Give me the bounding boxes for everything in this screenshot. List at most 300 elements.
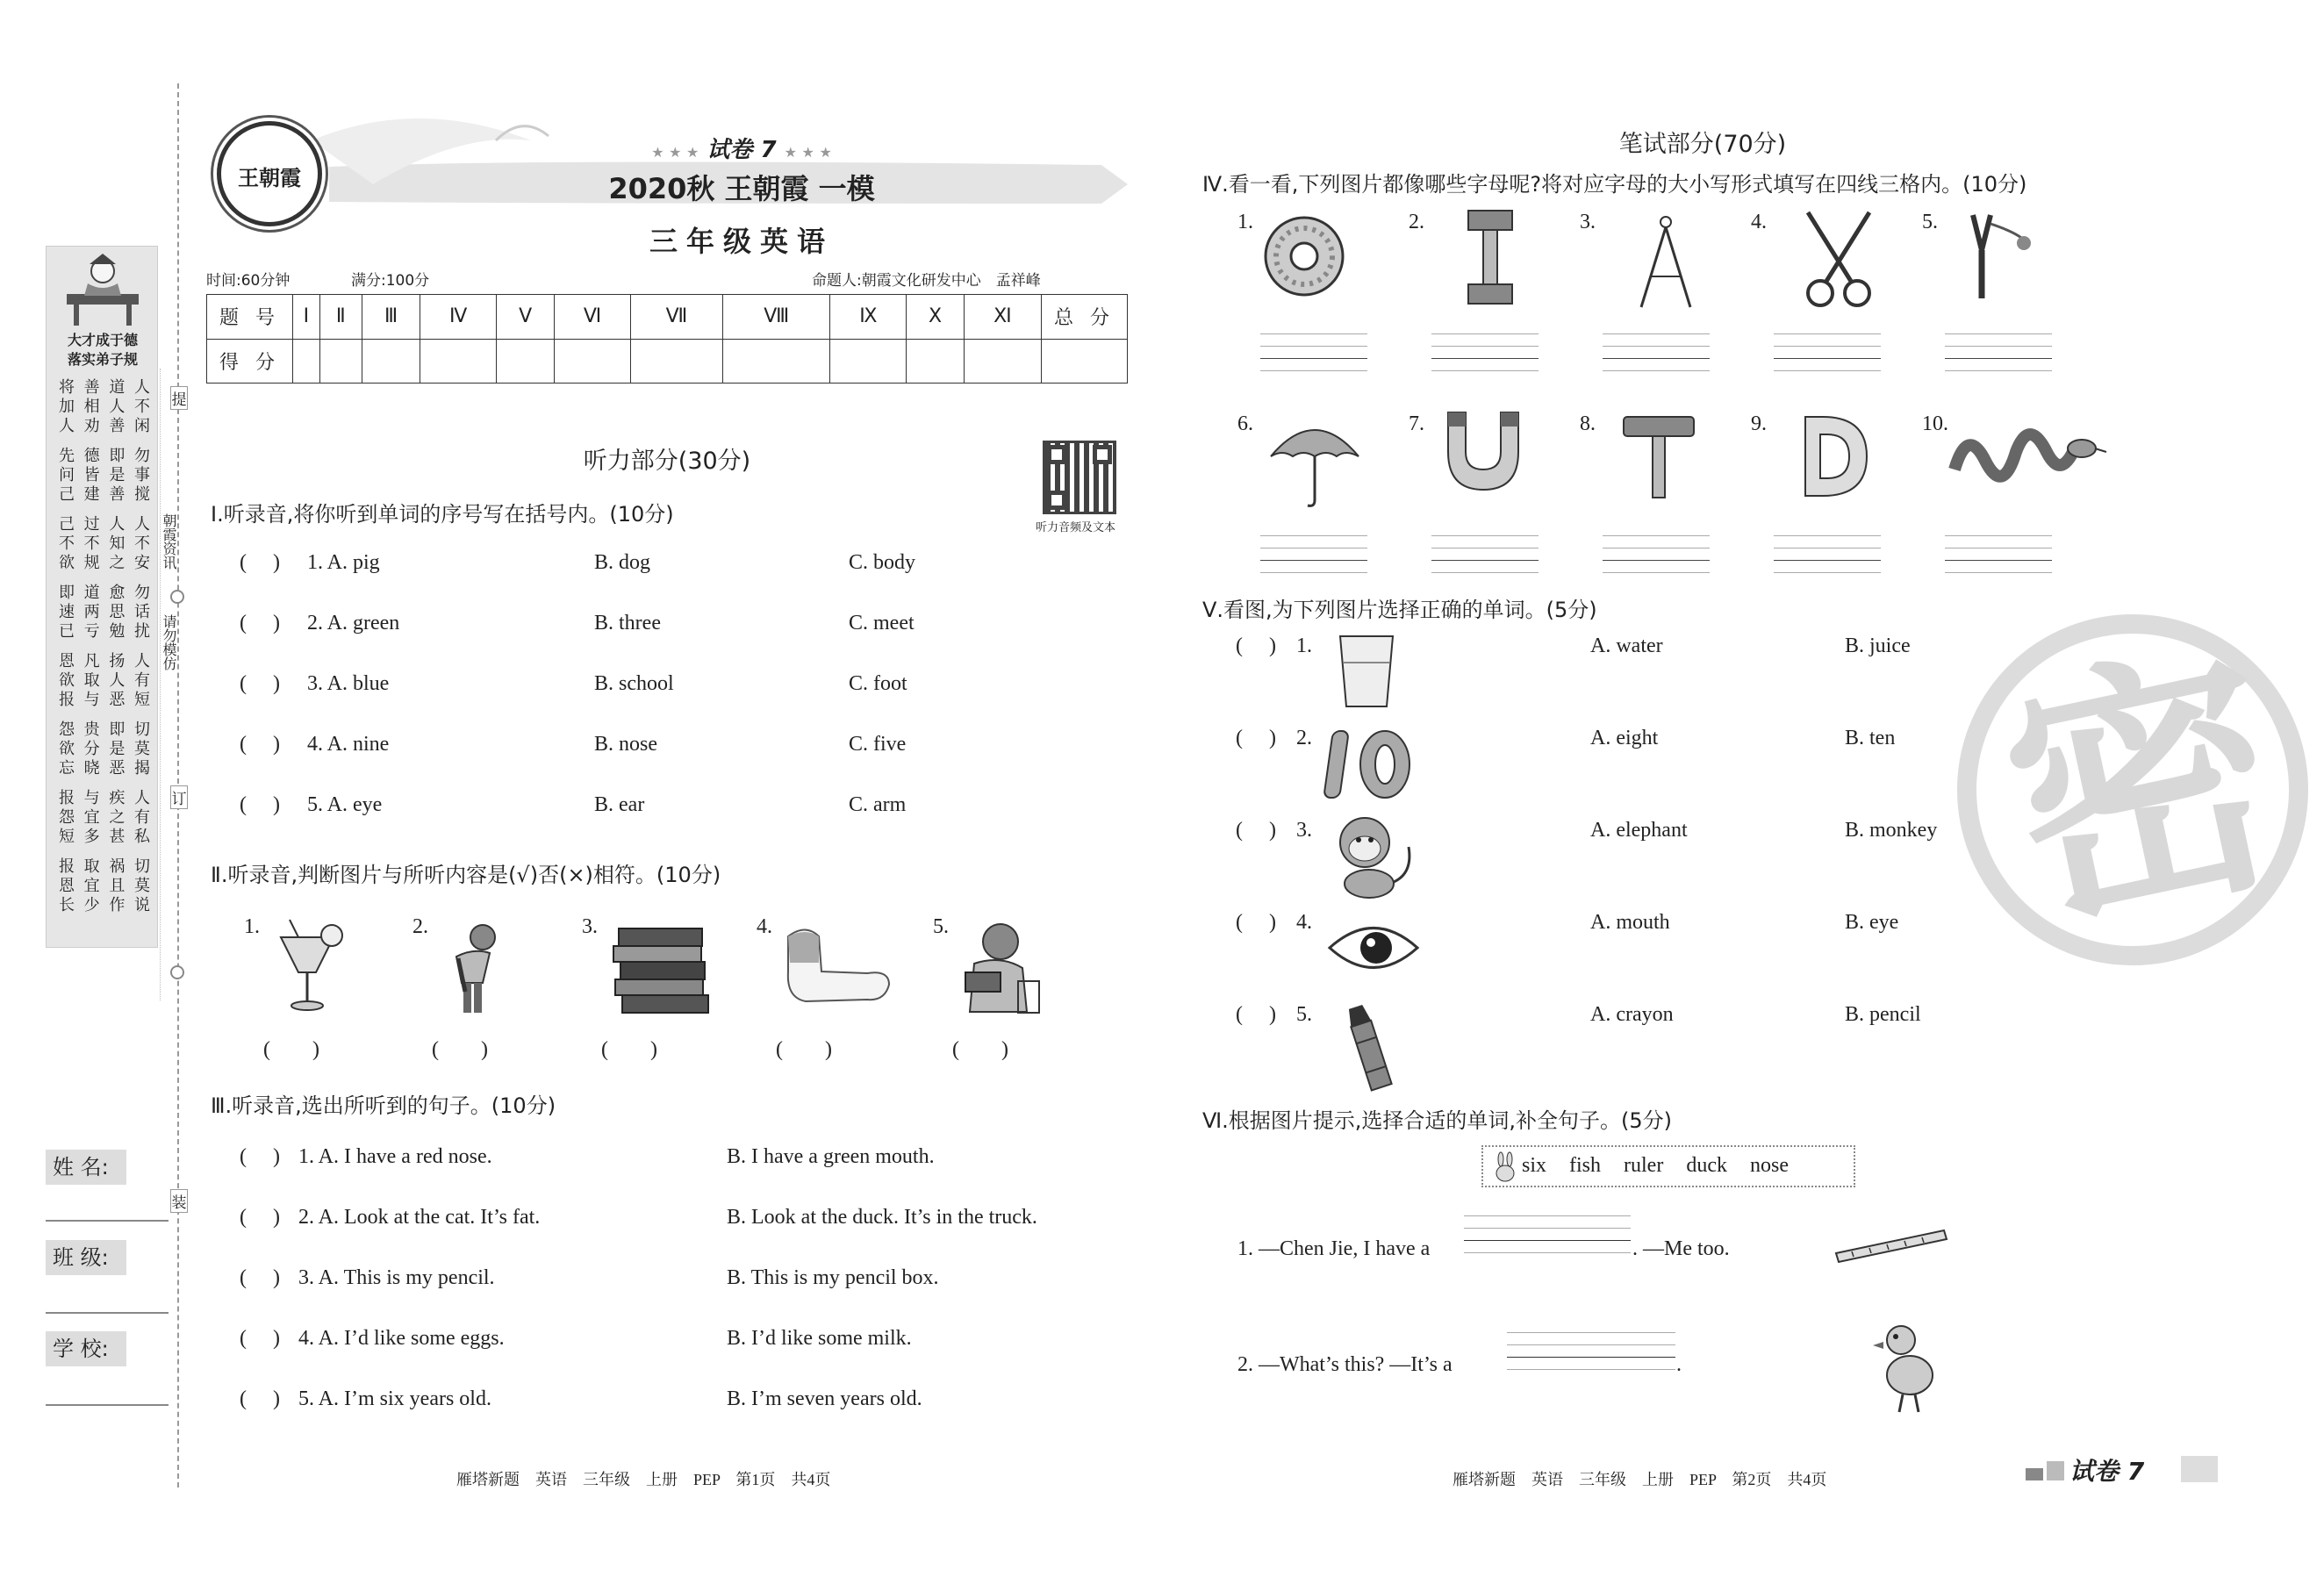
- binding-margin: [0, 0, 187, 1570]
- verse-row: [59, 466, 150, 485]
- verse-row: [59, 789, 150, 808]
- verse-char: 甚: [109, 828, 126, 846]
- eye-icon: [1325, 917, 1422, 979]
- verse-char: 人: [109, 671, 126, 690]
- fold-mark-top: 提: [170, 386, 188, 410]
- cut-line-2: [160, 369, 161, 1000]
- word-bank-word: nose: [1749, 1154, 1789, 1177]
- option-text: C. meet: [849, 612, 915, 634]
- answer-bracket[interactable]: ( ): [240, 612, 280, 634]
- picture-number: 4.: [757, 915, 772, 938]
- verse-char: 话: [133, 603, 150, 621]
- answer-bracket[interactable]: ( ): [240, 672, 280, 695]
- picture-number: 1.: [244, 915, 260, 938]
- verse-row: [59, 447, 150, 466]
- verse-char: 加: [59, 398, 75, 416]
- four-line-grid[interactable]: [1945, 333, 2052, 383]
- paper-number: [628, 132, 856, 164]
- score-input-cell[interactable]: [362, 339, 420, 384]
- name-label: 姓 名:: [46, 1150, 126, 1185]
- scissors-icon: [1799, 212, 1878, 309]
- picture-number: 1.: [1237, 211, 1253, 233]
- slingshot-icon: [1955, 215, 2034, 303]
- verse-char: 人: [133, 515, 150, 534]
- four-line-grid[interactable]: [1260, 535, 1367, 584]
- picture-number: 2.: [412, 915, 428, 938]
- verse-char: 贵: [83, 720, 100, 739]
- time-info: 时间:60分钟: [206, 272, 290, 290]
- picture-number: 4.: [1751, 211, 1767, 233]
- score-input-cell[interactable]: [293, 339, 320, 384]
- verse-char: 恩: [59, 652, 75, 670]
- verse-char: 宜: [83, 877, 100, 895]
- verse-row: [59, 877, 150, 896]
- section-6-title: Ⅵ.根据图片提示,选择合适的单词,补全句子。(5分): [1202, 1108, 1673, 1133]
- verse-char: 说: [133, 896, 150, 914]
- verse-char: 短: [59, 828, 75, 846]
- verse-row: [59, 515, 150, 534]
- score-header-cell: Ⅶ: [631, 295, 723, 340]
- option-text: B. school: [594, 672, 674, 695]
- verse-char: 莫: [133, 877, 150, 895]
- option-text: B. ten: [1845, 727, 1896, 749]
- verse-char: 人: [133, 789, 150, 807]
- option-text: B. Look at the duck. It’s in the truck.: [727, 1206, 1037, 1229]
- full-score-info: 满分:100分: [351, 272, 430, 290]
- four-line-grid[interactable]: [1603, 333, 1710, 383]
- score-input-cell[interactable]: [907, 339, 965, 384]
- verse-char: 勿: [133, 584, 150, 602]
- option-text: 5. A. I’m six years old.: [298, 1387, 491, 1410]
- word-bank-word: six: [1522, 1154, 1547, 1177]
- verse-char: 安: [133, 554, 150, 572]
- option-text: 2. A. green: [307, 612, 400, 634]
- name-field[interactable]: [46, 1220, 169, 1222]
- verse-char: 恶: [109, 691, 126, 709]
- verse-char: 祸: [109, 857, 126, 876]
- option-text: B. three: [594, 612, 661, 634]
- score-input-cell[interactable]: [497, 339, 555, 384]
- verse-char: 怨: [59, 808, 75, 827]
- option-text: 4. A. nine: [307, 733, 390, 756]
- verse-char: 之: [109, 554, 126, 572]
- picture-number: 10.: [1922, 412, 1948, 435]
- verse-char: 皆: [83, 466, 100, 484]
- item-number: 1.: [1296, 634, 1312, 657]
- verse-char: 恶: [109, 759, 126, 778]
- verse-row: [59, 417, 150, 436]
- verse-char: 勉: [109, 622, 126, 641]
- picture-number: 5.: [1922, 211, 1938, 233]
- crayon-icon: [1343, 1005, 1395, 1093]
- magnet-icon: [1439, 412, 1527, 491]
- score-header-cell: Ⅲ: [362, 295, 420, 340]
- compass-tool-icon: [1631, 215, 1701, 312]
- option-text: 3. A. This is my pencil.: [298, 1266, 495, 1289]
- q6-1-prompt: 1. —Chen Jie, I have a: [1237, 1237, 1431, 1260]
- water-glass-icon: [1336, 632, 1397, 711]
- verse-char: 已: [59, 622, 75, 641]
- class-field[interactable]: [46, 1312, 169, 1314]
- score-table-score-row: [207, 339, 1128, 384]
- verse-char: 问: [59, 466, 75, 484]
- q6-2-answer-lines[interactable]: [1507, 1332, 1675, 1381]
- verse-char: 扬: [109, 652, 126, 670]
- verse-char: 将: [59, 378, 75, 397]
- option-text: B. I’d like some milk.: [727, 1327, 912, 1350]
- option-text: B. ear: [594, 793, 645, 816]
- secret-stamp: [1957, 613, 2308, 969]
- answer-bracket[interactable]: ( ): [240, 1266, 280, 1289]
- picture-number: 6.: [1237, 412, 1253, 435]
- verse-row: [59, 759, 150, 778]
- score-input-cell[interactable]: [554, 339, 630, 384]
- q6-1-suffix: . —Me too.: [1632, 1237, 1730, 1260]
- score-input-cell[interactable]: [631, 339, 723, 384]
- option-text: C. body: [849, 551, 916, 574]
- star-icon: ★ ★ ★: [651, 144, 699, 161]
- school-label: 学 校:: [46, 1331, 126, 1366]
- verse-row: [59, 691, 150, 710]
- item-number: 2.: [1296, 727, 1312, 749]
- answer-bracket[interactable]: ( ): [240, 733, 280, 756]
- judge-bracket[interactable]: ( ): [601, 1038, 657, 1061]
- verse-char: 闲: [133, 417, 150, 435]
- verse-row: [59, 740, 150, 759]
- brand-logo: [217, 121, 322, 226]
- four-line-grid[interactable]: [1431, 333, 1539, 383]
- option-text: 2. A. Look at the cat. It’s fat.: [298, 1206, 541, 1229]
- option-text: B. This is my pencil box.: [727, 1266, 939, 1289]
- scholar-icon: [54, 252, 151, 331]
- section-1-title: Ⅰ.听录音,将你听到单词的序号写在括号内。(10分): [211, 502, 674, 527]
- four-line-grid[interactable]: [1945, 535, 2052, 584]
- verse-char: 凡: [83, 652, 100, 670]
- verse-char: 搅: [133, 485, 150, 504]
- option-text: B. nose: [594, 733, 657, 756]
- option-text: B. juice: [1845, 634, 1911, 657]
- verse-char: 不: [133, 398, 150, 416]
- verse-char: 善: [83, 378, 100, 397]
- subject-title: 三年级英语: [649, 225, 834, 258]
- verse-char: 道: [109, 378, 126, 397]
- verse-char: 是: [109, 466, 126, 484]
- option-text: A. crayon: [1590, 1003, 1674, 1026]
- verse-row: [59, 720, 150, 740]
- verse-char: 先: [59, 447, 75, 465]
- verse-row: [59, 896, 150, 915]
- verse-char: 即: [109, 447, 126, 465]
- option-text: 1. A. I have a red nose.: [298, 1145, 492, 1168]
- picture-number: 3.: [1580, 211, 1596, 233]
- verse-char: 欲: [59, 671, 75, 690]
- verse-char: 德: [83, 447, 100, 465]
- punch-hole-2: [170, 965, 184, 979]
- q6-1-answer-lines[interactable]: [1464, 1215, 1631, 1265]
- vertical-note-2: 请勿模仿: [161, 614, 177, 670]
- four-line-grid[interactable]: [1431, 535, 1539, 584]
- score-input-cell[interactable]: [964, 339, 1041, 384]
- verse-char: 忘: [59, 759, 75, 778]
- verse-char: 欲: [59, 740, 75, 758]
- verse-char: 莫: [133, 740, 150, 758]
- score-header-cell: Ⅳ: [420, 295, 497, 340]
- four-line-grid[interactable]: [1260, 333, 1367, 383]
- verse-char: 不: [133, 534, 150, 553]
- author-info: 命题人:朝霞文化研发中心 孟祥峰: [812, 272, 1041, 290]
- verse-char: 即: [59, 584, 75, 602]
- verse-row: [59, 857, 150, 877]
- answer-bracket[interactable]: ( ): [240, 551, 280, 574]
- verse-char: 报: [59, 789, 75, 807]
- verse-char: 切: [133, 720, 150, 739]
- word-bank-word: fish: [1569, 1154, 1602, 1177]
- verse-char: 少: [83, 896, 100, 914]
- option-text: B. I have a green mouth.: [727, 1145, 935, 1168]
- verse-row: [59, 652, 150, 671]
- answer-bracket[interactable]: ( ): [1236, 911, 1276, 934]
- option-text: B. monkey: [1845, 819, 1938, 842]
- school-field[interactable]: [46, 1404, 169, 1406]
- score-input-cell[interactable]: [319, 339, 362, 384]
- section-4-title: Ⅳ.看一看,下列图片都像哪些字母呢?将对应字母的大小写形式填写在四线三格内。(10分): [1202, 172, 2027, 197]
- option-text: C. foot: [849, 672, 907, 695]
- verse-char: 己: [59, 485, 75, 504]
- exam-title: 2020秋 王朝霞 一模: [608, 172, 875, 205]
- word-bank: [1481, 1145, 1855, 1187]
- verse-char: 有: [133, 671, 150, 690]
- option-text: 1. A. pig: [307, 551, 380, 574]
- motto-bottom: 落实弟子规: [67, 351, 138, 368]
- verse-row: [59, 378, 150, 398]
- item-number: 3.: [1296, 819, 1312, 842]
- qr-code[interactable]: [1043, 441, 1116, 514]
- answer-bracket[interactable]: ( ): [240, 1387, 280, 1410]
- section-3-title: Ⅲ.听录音,选出所听到的句子。(10分): [211, 1093, 556, 1118]
- picture-number: 8.: [1580, 412, 1596, 435]
- score-table-header-row: [207, 295, 1128, 340]
- score-header-cell: 总 分: [1042, 295, 1128, 340]
- verse-char: 即: [109, 720, 126, 739]
- section-2-title: Ⅱ.听录音,判断图片与所听内容是(√)否(×)相符。(10分): [211, 863, 721, 887]
- verse-char: 切: [133, 857, 150, 876]
- verse-char: 不: [59, 534, 75, 553]
- written-title: 笔试部分(70分): [1618, 131, 1787, 158]
- verse-char: 有: [133, 808, 150, 827]
- star-icon-2: ★ ★ ★: [784, 144, 832, 161]
- option-text: 3. A. blue: [307, 672, 390, 695]
- verse-char: 短: [133, 691, 150, 709]
- picture-number: 3.: [582, 915, 598, 938]
- verse-char: 报: [59, 857, 75, 876]
- section-5-title: Ⅴ.看图,为下列图片选择正确的单词。(5分): [1202, 598, 1597, 622]
- verse-row: [59, 554, 150, 573]
- q6-2-suffix: .: [1676, 1353, 1682, 1376]
- answer-bracket[interactable]: ( ): [1236, 634, 1276, 657]
- qr-caption: 听力音频及文本: [1036, 521, 1116, 534]
- word-bank-word: ruler: [1624, 1154, 1664, 1177]
- verse-char: 揭: [133, 759, 150, 778]
- answer-bracket[interactable]: ( ): [240, 1327, 280, 1350]
- snake-icon: [1950, 417, 2099, 487]
- score-header-cell: Ⅷ: [722, 295, 830, 340]
- verse-row: [59, 622, 150, 642]
- verse-char: 且: [109, 877, 126, 895]
- vertical-note-1: 朝霞资讯: [161, 513, 177, 570]
- number-ten-icon: [1327, 724, 1415, 803]
- answer-bracket[interactable]: ( ): [240, 1206, 280, 1229]
- verse-char: 作: [109, 896, 126, 914]
- verse-row: [59, 534, 150, 554]
- judge-bracket[interactable]: ( ): [952, 1038, 1008, 1061]
- score-header-cell: Ⅺ: [964, 295, 1041, 340]
- girl-reading-icon: [948, 920, 1044, 1016]
- option-text: A. eight: [1590, 727, 1659, 749]
- exam-header: [197, 105, 1128, 386]
- motto-top: 大才成于德: [67, 332, 138, 348]
- verse-char: 过: [83, 515, 100, 534]
- answer-bracket[interactable]: ( ): [240, 793, 280, 816]
- verse-char: 恩: [59, 877, 75, 895]
- word-bank-words: [1522, 1154, 1811, 1178]
- option-text: B. pencil: [1845, 1003, 1921, 1026]
- juice-glass-icon: [272, 920, 351, 1016]
- ruler-icon: [1834, 1227, 1948, 1265]
- picture-number: 7.: [1409, 412, 1424, 435]
- dumbbell-icon: [1464, 211, 1517, 307]
- duck-icon: [1869, 1321, 1940, 1417]
- option-text: B. I’m seven years old.: [727, 1387, 922, 1410]
- option-text: A. elephant: [1590, 819, 1688, 842]
- answer-bracket[interactable]: ( ): [1236, 727, 1276, 749]
- protractor-d-icon: [1801, 412, 1871, 500]
- verse-char: 人: [133, 378, 150, 397]
- verse-char: 欲: [59, 554, 75, 572]
- score-header-cell: 题 号: [207, 295, 293, 340]
- verse-char: 晓: [83, 759, 100, 778]
- verse-char: 知: [109, 534, 126, 553]
- score-header-cell: Ⅴ: [497, 295, 555, 340]
- verse-char: 疾: [109, 789, 126, 807]
- four-line-grid[interactable]: [1774, 333, 1881, 383]
- verse-char: 思: [109, 603, 126, 621]
- option-text: B. dog: [594, 551, 651, 574]
- verse-char: 多: [83, 828, 100, 846]
- item-number: 5.: [1296, 1003, 1312, 1026]
- logo-text: 王朝霞: [238, 166, 301, 190]
- class-label: 班 级:: [46, 1240, 126, 1275]
- verse-char: 人: [109, 398, 126, 416]
- verse-char: 道: [83, 584, 100, 602]
- score-table: [206, 294, 1128, 384]
- verse-char: 扰: [133, 622, 150, 641]
- verse-row: [59, 808, 150, 828]
- fold-mark-bottom: 装: [170, 1189, 188, 1213]
- option-text: B. eye: [1845, 911, 1899, 934]
- books-stack-icon: [610, 928, 715, 1016]
- score-input-cell[interactable]: [722, 339, 830, 384]
- verse-row: [59, 485, 150, 505]
- option-text: A. mouth: [1590, 911, 1670, 934]
- umbrella-icon: [1266, 412, 1363, 509]
- verse-char: 与: [83, 691, 100, 709]
- footer-tab-text: 试卷 7: [2069, 1457, 2145, 1486]
- stamp-character: 密: [1982, 613, 2304, 969]
- verse-char: 勿: [133, 447, 150, 465]
- punch-hole-1: [170, 590, 184, 604]
- verse-char: 愈: [109, 584, 126, 602]
- verse-row: [59, 828, 150, 847]
- verse-char: 取: [83, 857, 100, 876]
- verse-char: 建: [83, 485, 100, 504]
- four-line-grid[interactable]: [1774, 535, 1881, 584]
- score-header-cell: Ⅵ: [554, 295, 630, 340]
- verse-char: 与: [83, 789, 100, 807]
- verse-char: 规: [83, 554, 100, 572]
- verse-char: 己: [59, 515, 75, 534]
- rabbit-icon: [1492, 1152, 1518, 1182]
- verse-char: 私: [133, 828, 150, 846]
- footer-left: 雁塔新题 英语 三年级 上册 PEP 第1页 共4页: [456, 1471, 831, 1488]
- verse-char: 取: [83, 671, 100, 690]
- judge-bracket[interactable]: ( ): [776, 1038, 832, 1061]
- q6-2-prompt: 2. —What’s this? —It’s a: [1237, 1353, 1452, 1376]
- verse-char: 人: [59, 417, 75, 435]
- monkey-icon: [1325, 812, 1422, 900]
- paper-no-text: 试卷 7: [707, 137, 777, 163]
- answer-bracket[interactable]: ( ): [1236, 819, 1276, 842]
- score-input-cell[interactable]: [1042, 339, 1128, 384]
- four-line-grid[interactable]: [1603, 535, 1710, 584]
- word-bank-word: duck: [1686, 1154, 1727, 1177]
- verse-char: 宜: [83, 808, 100, 827]
- score-input-cell[interactable]: [420, 339, 497, 384]
- option-text: C. arm: [849, 793, 907, 816]
- judge-bracket[interactable]: ( ): [263, 1038, 319, 1061]
- fold-mark-middle: 订: [170, 785, 188, 809]
- verse-row: [59, 603, 150, 622]
- verse-char: 亏: [83, 622, 100, 641]
- verse-char: 劝: [83, 417, 100, 435]
- verse-char: 相: [83, 398, 100, 416]
- verse-row: [59, 398, 150, 417]
- answer-bracket[interactable]: ( ): [240, 1145, 280, 1168]
- hammer-icon: [1619, 412, 1698, 500]
- verse-row: [59, 584, 150, 603]
- option-text: C. five: [849, 733, 907, 756]
- verse-row: [59, 671, 150, 691]
- score-header-cell: Ⅹ: [907, 295, 965, 340]
- answer-bracket[interactable]: ( ): [1236, 1003, 1276, 1026]
- verse-char: 速: [59, 603, 75, 621]
- boy-bending-icon: [439, 921, 518, 1018]
- score-header-cell: Ⅰ: [293, 295, 320, 340]
- verse-char: 人: [109, 515, 126, 534]
- verse-char: 怨: [59, 720, 75, 739]
- footer-right: 雁塔新题 英语 三年级 上册 PEP 第2页 共4页: [1452, 1471, 1827, 1488]
- score-input-cell[interactable]: [830, 339, 907, 384]
- verse-char: 事: [133, 466, 150, 484]
- judge-bracket[interactable]: ( ): [432, 1038, 488, 1061]
- verse-char: 善: [109, 485, 126, 504]
- donut-icon: [1260, 212, 1348, 300]
- item-number: 4.: [1296, 911, 1312, 934]
- picture-number: 5.: [933, 915, 949, 938]
- verse-grid: [59, 378, 150, 926]
- listening-title: 听力部分(30分): [583, 448, 751, 475]
- verse-char: 是: [109, 740, 126, 758]
- picture-number: 2.: [1409, 211, 1424, 233]
